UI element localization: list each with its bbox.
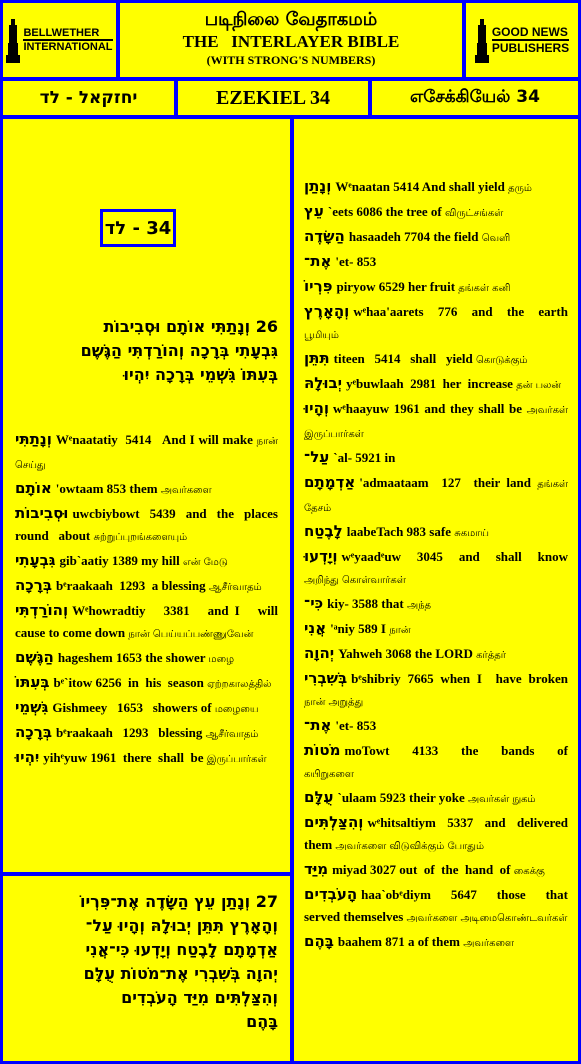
hebrew-word: בָּהֶם xyxy=(304,932,334,950)
word-entry xyxy=(15,746,278,771)
word-entry xyxy=(304,200,568,225)
transliteration-gloss: 'et- 853 xyxy=(335,718,377,733)
left-word-list xyxy=(15,428,288,771)
word-entry xyxy=(304,667,572,714)
verse26-hebrew xyxy=(13,315,278,387)
hebrew-word: לָבֶטַח xyxy=(304,522,343,540)
transliteration-gloss: titeen 5414 shall yield xyxy=(333,351,476,366)
transliteration-gloss: laabeTach 983 safe xyxy=(346,524,455,539)
hebrew-word: יִהְיוּ xyxy=(15,748,40,766)
nav-english-box xyxy=(175,78,371,118)
tamil-gloss: அவர்களை xyxy=(160,485,212,496)
transliteration-gloss: Wᵉhowradtiy 3381 and I will cause to come down xyxy=(15,603,288,640)
nav-tamil-box xyxy=(369,78,581,118)
hebrew-word: אֶת־ xyxy=(304,716,332,734)
tamil-gloss: அறிந்து கொள்வார்கள் xyxy=(304,575,406,586)
hebrew-word: כִּי־ xyxy=(304,594,324,612)
word-entry xyxy=(304,883,575,930)
tamil-gloss: தன் பலன் xyxy=(516,380,562,391)
hebrew-word: הַשָּׂדֶה xyxy=(304,227,345,245)
word-entry xyxy=(304,275,568,300)
title-box xyxy=(117,0,465,80)
word-entry xyxy=(304,739,572,786)
word-entry xyxy=(15,599,288,646)
tamil-gloss: அவர்களை அடிமைகொண்டவர்கள் xyxy=(406,913,568,924)
word-entry xyxy=(15,502,288,549)
hebrew-word: תִּתֵּן xyxy=(304,349,330,367)
transliteration-gloss: wᵉhitsaltiym 5337 and delivered them xyxy=(304,815,578,852)
tamil-gloss: ஆசீர்வாதம் xyxy=(205,729,259,740)
hebrew-word: וְהוֹרַדְתִּי xyxy=(15,601,69,619)
hebrew-word: בְּרָכָה xyxy=(15,576,52,594)
transliteration-gloss: Wᵉnaatan 5414 And shall yield xyxy=(335,179,509,194)
hebrew-word: בְּרָכָה xyxy=(15,723,52,741)
word-entry xyxy=(304,520,568,545)
hebrew-word: פִּרְיוֹ xyxy=(304,277,333,295)
transliteration-gloss: uwcbiybowt 5439 and the places round about xyxy=(15,506,288,543)
tamil-gloss: இருப்பார்கள் xyxy=(206,754,267,765)
left-logo-line2: INTERNATIONAL xyxy=(23,41,113,53)
left-logo-box xyxy=(0,0,119,80)
transliteration-gloss: 'et- 853 xyxy=(335,254,377,269)
transliteration-gloss: wᵉhaa'aarets 776 and the earth xyxy=(353,304,572,319)
tamil-gloss: அந்த xyxy=(406,600,431,611)
word-entry xyxy=(304,617,568,642)
verse27-number: 27 xyxy=(255,892,278,911)
word-entry xyxy=(304,471,568,520)
tamil-gloss: பூமியும் xyxy=(304,330,339,341)
tamil-gloss: வெளி xyxy=(481,233,511,244)
tamil-gloss: நான் xyxy=(389,625,411,636)
hebrew-word: בְּעִתּוֹ xyxy=(15,673,50,691)
title-tamil: படிநிலை வேதாகமம் xyxy=(204,9,378,30)
tamil-gloss: அவர்களை விடுவிக்கும் போதும் xyxy=(335,841,485,852)
hebrew-word: וְהָיוּ xyxy=(304,399,330,417)
tamil-gloss: நான் பெய்யப்பண்ணுவேன் xyxy=(128,629,254,640)
hebrew-word: גִּשְׁמֵי xyxy=(15,698,49,716)
hebrew-word: מֹטוֹת xyxy=(304,741,341,759)
word-entry xyxy=(304,858,568,883)
word-entry xyxy=(15,549,278,574)
verse27-hebrew xyxy=(13,890,278,1034)
transliteration-gloss: bᵉraakaah 1293 blessing xyxy=(55,725,206,740)
transliteration-gloss: gib`aatiy 1389 my hill xyxy=(59,553,183,568)
nav-english[interactable]: EZEKIEL 34 xyxy=(216,86,330,109)
transliteration-gloss: 'admaataam 127 their land xyxy=(359,475,538,490)
tamil-gloss: மழை xyxy=(208,654,235,665)
verse26-line2: גִּבְעָתִי בְּרָכָה וְהוֹרַדְתִּי הַגֶּשֶׁם xyxy=(80,341,278,360)
word-entry xyxy=(15,428,278,477)
tamil-gloss: அவர்களை xyxy=(463,938,514,949)
right-column xyxy=(291,116,581,1064)
bellwether-logo xyxy=(3,3,116,77)
transliteration-gloss: `eets 6086 the tree of xyxy=(327,204,445,219)
tamil-gloss: ஆசீர்வாதம் xyxy=(208,582,262,593)
transliteration-gloss: Gishmeey 1653 showers of xyxy=(52,700,215,715)
good-news-logo xyxy=(466,3,578,77)
word-entry xyxy=(304,372,568,397)
transliteration-gloss: 'owtaam 853 them xyxy=(55,481,161,496)
word-entry xyxy=(304,545,572,592)
hebrew-word: עַל־ xyxy=(304,448,330,466)
verse27-line3: אַדְמָתָם לָבֶטַח וְיָדְעוּ כִּי־אֲנִי xyxy=(85,940,278,959)
hebrew-word: וּסְבִיבוֹת xyxy=(15,504,69,522)
hebrew-word: עֵץ xyxy=(304,202,324,220)
transliteration-gloss: haa`obᵉdiym 5647 those that served themselves xyxy=(304,887,575,924)
verse27-line4: יְהוָה בְּשִׁבְרִי אֶת־מֹטוֹת עֻלָּם xyxy=(83,964,278,983)
word-entry xyxy=(304,714,568,739)
tamil-gloss: என் மேடு xyxy=(183,557,228,568)
tamil-gloss: மழையை xyxy=(214,704,259,715)
nav-hebrew-box xyxy=(0,78,177,118)
transliteration-gloss: `al- 5921 in xyxy=(333,450,396,465)
hebrew-word: וְנָתַתִּי xyxy=(15,430,52,448)
word-entry xyxy=(15,696,278,721)
hebrew-word: אוֹתָם xyxy=(15,479,52,497)
subtitle: (WITH STRONG'S NUMBERS) xyxy=(206,53,376,67)
tamil-gloss: கைக்கு xyxy=(513,866,545,877)
word-entry xyxy=(304,446,568,471)
hebrew-word: הַגֶּשֶׁם xyxy=(15,648,54,666)
word-entry xyxy=(15,646,278,671)
transliteration-gloss: wᵉyaadᵉuw 3045 and shall know xyxy=(341,549,572,564)
right-logo-line2: PUBLISHERS xyxy=(491,41,570,55)
hebrew-word: אֲנִי xyxy=(304,619,327,637)
tamil-gloss: விருட்சங்கள் xyxy=(444,208,504,219)
transliteration-gloss: `ulaam 5923 their yoke xyxy=(337,790,468,805)
verse27-line1: וְנָתַן עֵץ הַשָּׂדֶה אֶת־פִּרְיוֹ xyxy=(79,892,251,911)
word-entry xyxy=(304,175,568,200)
transliteration-gloss: kiy- 3588 that xyxy=(327,596,407,611)
word-entry xyxy=(304,786,568,811)
right-logo-box xyxy=(463,0,581,80)
statue-icon xyxy=(475,17,489,63)
transliteration-gloss: yihᵉyuw 1961 there shall be xyxy=(43,750,207,765)
hebrew-word: אַדְמָתָם xyxy=(304,473,356,491)
right-word-list xyxy=(304,175,578,955)
verse26-line3: בְּעִתּוֹ גִּשְׁמֵי בְּרָכָה יִהְיוּ xyxy=(123,365,278,384)
transliteration-gloss: miyad 3027 out of the hand of xyxy=(332,862,514,877)
word-entry xyxy=(15,477,278,502)
word-entry xyxy=(304,930,568,955)
transliteration-gloss: yᵉbuwlaah 2981 her increase xyxy=(346,376,517,391)
hebrew-word: עֻלָּם xyxy=(304,788,334,806)
tamil-gloss: கயிறுகளை xyxy=(304,769,354,780)
word-entry xyxy=(15,671,278,696)
word-entry xyxy=(304,592,568,617)
left-column-verse27 xyxy=(0,873,293,1064)
transliteration-gloss: bᵉshibriy 7665 when I have broken xyxy=(351,671,572,686)
title-english: THE INTERLAYER BIBLE xyxy=(182,32,400,51)
transliteration-gloss: wᵉhaayuw 1961 and they shall be xyxy=(333,401,527,416)
word-entry xyxy=(304,300,572,347)
verse26-number: 26 xyxy=(255,317,278,336)
tamil-gloss: தங்கள் கனி xyxy=(458,283,511,294)
hebrew-word: אֶת־ xyxy=(304,252,332,270)
tamil-gloss: கொடுக்கும் xyxy=(475,355,528,366)
verse27-line6: בָּהֶם xyxy=(246,1012,278,1031)
hebrew-word: גִּבְעָתִי xyxy=(15,551,56,569)
tamil-gloss: ஏற்றகாலத்தில் xyxy=(207,679,272,690)
word-entry xyxy=(304,347,568,372)
transliteration-gloss: hasaadeh 7704 the field xyxy=(348,229,482,244)
word-entry xyxy=(304,225,568,250)
transliteration-gloss: Yahweh 3068 the LORD xyxy=(338,646,477,661)
hebrew-word: וְהָאָרֶץ xyxy=(304,302,350,320)
transliteration-gloss: moTowt 4133 the bands of xyxy=(344,743,572,758)
word-entry xyxy=(304,811,578,858)
transliteration-gloss: baahem 871 a of them xyxy=(337,934,464,949)
tamil-gloss: சுகமாய் xyxy=(454,528,489,539)
transliteration-gloss: Wᵉnaatatiy 5414 And I will make xyxy=(55,432,257,447)
tamil-gloss: அவர்கள் நுகம் xyxy=(467,794,536,805)
tamil-gloss: தரும் xyxy=(508,183,532,194)
word-entry xyxy=(15,721,278,746)
left-column-verse26 xyxy=(0,116,293,875)
chapter-label: 34 - לד xyxy=(104,217,172,239)
word-entry xyxy=(15,574,278,599)
tamil-gloss: தங்கள் தேசம் xyxy=(304,479,568,514)
word-entry xyxy=(304,642,568,667)
hebrew-word: הָעֹבְדִים xyxy=(304,885,358,903)
hebrew-word: וְיָדְעוּ xyxy=(304,547,338,565)
transliteration-gloss: hageshem 1653 the shower xyxy=(57,650,209,665)
hebrew-word: יְבוּלָהּ xyxy=(304,374,343,392)
word-entry xyxy=(304,397,568,446)
verse27-line2: וְהָאָרֶץ תִּתֵּן יְבוּלָהּ וְהָיוּ עַל־ xyxy=(85,916,278,935)
hebrew-word: יְהוָה xyxy=(304,644,335,662)
verse26-line1: וְנָתַתִּי אוֹתָם וּסְבִיבוֹת xyxy=(103,317,251,336)
tamil-gloss: நான் செய்து xyxy=(15,436,278,471)
right-logo-line1: GOOD NEWS xyxy=(491,25,568,39)
tamil-gloss: அவர்கள் இருப்பார்கள் xyxy=(304,405,568,440)
transliteration-gloss: bᵉ`itow 6256 in his season xyxy=(53,675,208,690)
hebrew-word: וְנָתַן xyxy=(304,177,332,195)
statue-icon xyxy=(6,17,20,63)
verse27-line5: וְהִצַּלְתִּים מִיַּד הָעֹבְדִים xyxy=(121,988,278,1007)
hebrew-word: מִיַּד xyxy=(304,860,329,878)
left-logo-line1: BELLWETHER xyxy=(23,27,112,41)
tamil-gloss: சுற்றுப்புறங்களையும் xyxy=(93,532,188,543)
hebrew-word: וְהִצַּלְתִּים xyxy=(304,813,364,831)
tamil-gloss: நான் அறுத்து xyxy=(304,697,364,708)
transliteration-gloss: 'ᵃniy 589 I xyxy=(330,621,390,636)
nav-hebrew[interactable]: יחזקאל - לד xyxy=(39,88,138,108)
chapter-label-box xyxy=(100,209,176,247)
transliteration-gloss: bᵉraakaah 1293 a blessing xyxy=(55,578,209,593)
word-entry xyxy=(304,250,568,275)
nav-tamil[interactable]: எசேக்கியேல் 34 xyxy=(410,87,540,107)
hebrew-word: בְּשִׁבְרִי xyxy=(304,669,348,687)
tamil-gloss: கர்த்தர் xyxy=(476,650,507,661)
transliteration-gloss: piryow 6529 her fruit xyxy=(336,279,459,294)
